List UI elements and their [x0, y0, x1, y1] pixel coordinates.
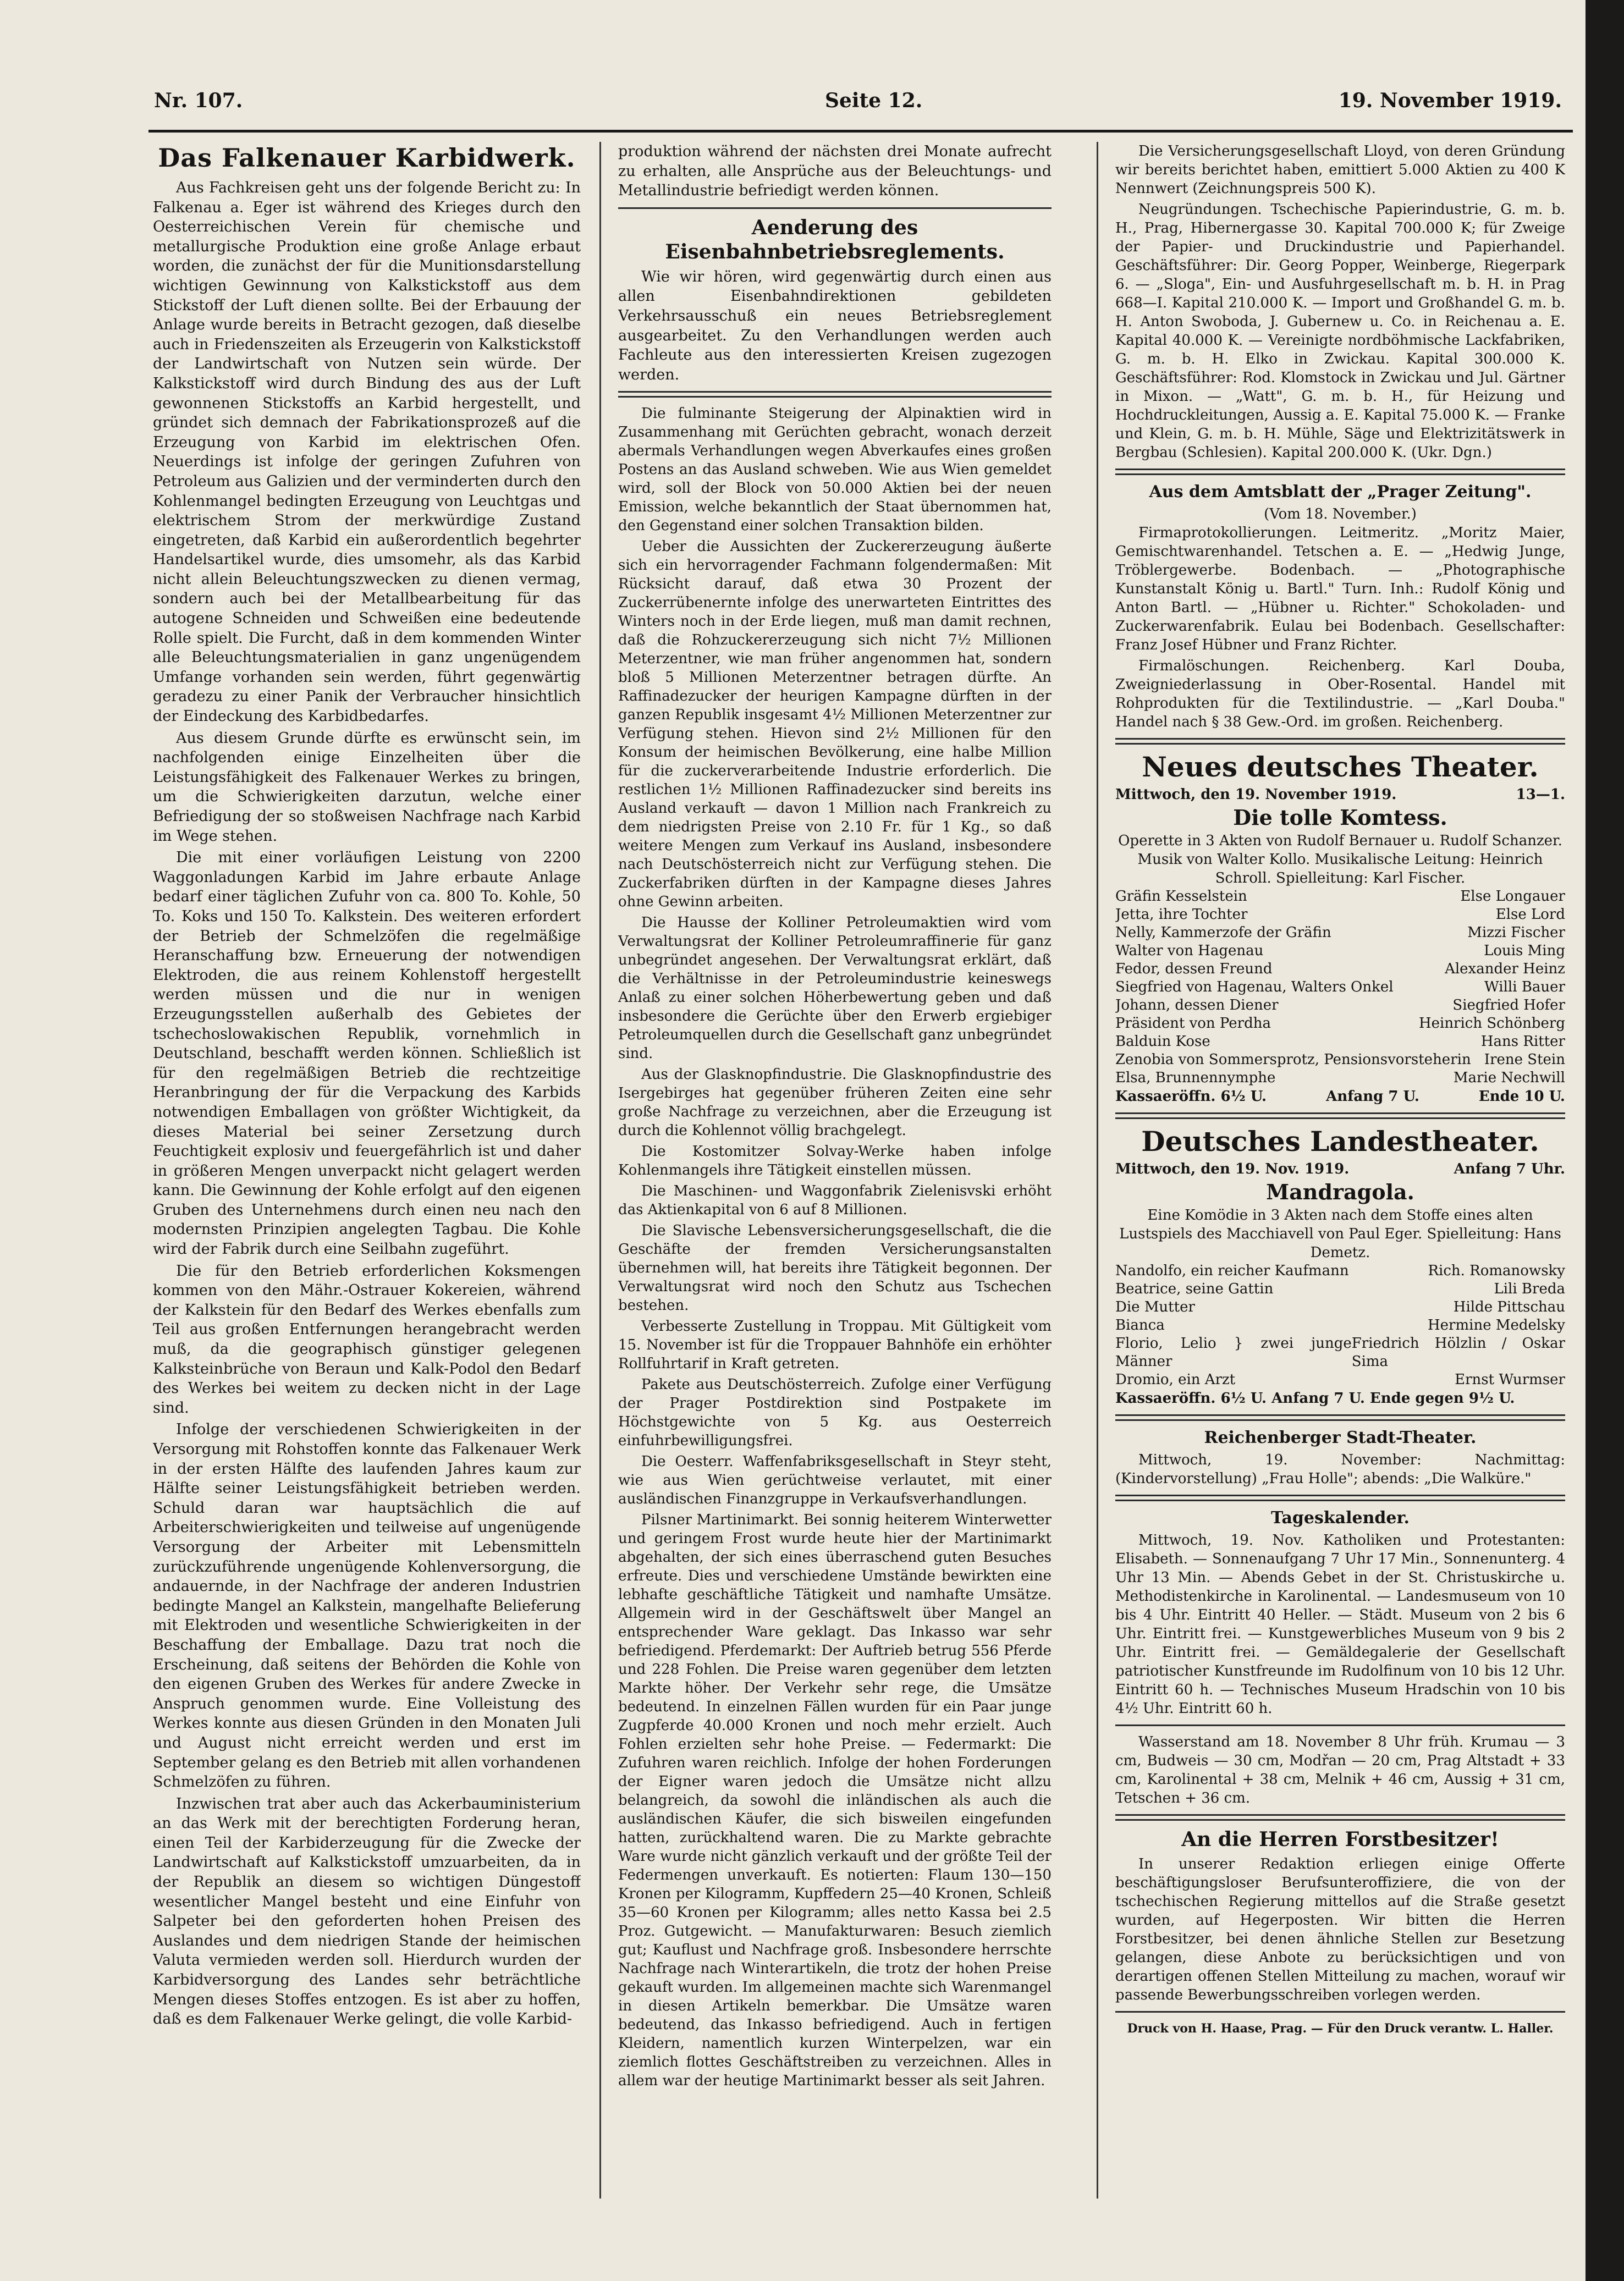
role: Präsident von Perdha	[1115, 1015, 1271, 1032]
theatre-number: 13—1.	[1516, 786, 1565, 803]
divider	[1115, 738, 1565, 745]
role: Johann, dessen Diener	[1115, 997, 1279, 1013]
cast-row	[1115, 1051, 1565, 1069]
theatre-date: Mittwoch, den 19. November 1919.	[1115, 786, 1397, 803]
article-title: Aenderung des Eisenbahnbetriebsreglements.	[665, 216, 1005, 263]
actor: Mizzi Fischer	[1467, 924, 1565, 941]
theatre-times: Kassaeröffn. 6½ U. Anfang 7 U. Ende gegen 9½ U.	[1115, 1390, 1515, 1407]
role: Siegfried von Hagenau, Walters Onkel	[1115, 979, 1394, 995]
cast-row	[1115, 888, 1565, 906]
theatre-program: Mittwoch, 19. November: Nachmittag: (Kindervorstellung) „Frau Holle"; abends: „Die Walküre."	[1115, 1452, 1565, 1487]
actor: Marie Nechwill	[1453, 1070, 1565, 1086]
theatre-name: Neues deutsches Theater.	[1142, 751, 1539, 783]
cast-row	[1115, 1069, 1565, 1087]
play-description: Operette in 3 Akten von Rudolf Bernauer u. Rudolf Schanzer. Musik von Walter Kollo. Musikalische Leitung: Heinrich Schroll. Spielleitung: Karl Fischer.	[1118, 833, 1562, 886]
start-time: Anfang 7 U.	[1326, 1088, 1419, 1105]
end-time: Ende 10 U.	[1478, 1088, 1565, 1105]
issue-number: Nr. 107.	[154, 89, 243, 112]
page-edge	[1586, 0, 1624, 2281]
article-paragraph: Die für den Betrieb erforderlichen Koksmengen kommen von den Mähr.-Ostrauer Kokereien, während der Kalkstein für den Bedarf des Werkes ebenfalls zum Teil aus großen Entfernungen herangebracht werden muß, da die geographisch günstiger gelegenen Kalksteinbrüche von Beraun und Kalk-Podol den Bedarf des Werkes bei weitem zu decken nicht in der Lage sind.	[153, 1262, 581, 1417]
cast-row	[1115, 1316, 1565, 1335]
news-item: Firmalöschungen. Reichenberg. Karl Douba, Zweigniederlassung in Ober-Rosental. Handel mit Rohprodukten für die Textilindustrie. — „Karl Douba." Handel nach § 38 Gew.-Ord. im großen. Reichenberg.	[1115, 658, 1565, 730]
cast-row	[1115, 1280, 1565, 1298]
cast-row	[1115, 960, 1565, 978]
role: Elsa, Brunnennymphe	[1115, 1070, 1276, 1086]
notice-title: An die Herren Forstbesitzer!	[1181, 1828, 1499, 1851]
theatre-date: Mittwoch, den 19. Nov. 1919.	[1115, 1161, 1350, 1177]
article-continuation: produktion während der nächsten drei Monate aufrecht zu erhalten, alle Ansprüche aus der Beleuchtungs- und Metallindustrie befriedigt werden können.	[618, 143, 1052, 200]
theatre-name: Deutsches Landestheater.	[1141, 1125, 1539, 1158]
theatre-name: Reichenberger Stadt-Theater.	[1204, 1428, 1477, 1447]
news-item: Die Maschinen- und Waggonfabrik Zielenisvski erhöht das Aktienkapital von 6 auf 8 Millionen.	[618, 1183, 1052, 1219]
column-divider	[599, 142, 601, 2199]
cast-list	[1115, 888, 1565, 1087]
divider	[618, 207, 1052, 209]
role: Bianca	[1115, 1317, 1165, 1334]
page-header	[154, 82, 1562, 121]
news-item: Pakete aus Deutschösterreich. Zufolge einer Verfügung der Prager Postdirektion sind Postpakete im Höchstgewichte von 5 Kg. aus Oesterreich einfuhrbewilligungsfrei.	[618, 1376, 1052, 1450]
divider	[1115, 469, 1565, 475]
actor: Hilde Pittschau	[1453, 1299, 1565, 1315]
actor: Else Longauer	[1460, 888, 1565, 905]
cast-list	[1115, 1262, 1565, 1389]
divider	[1115, 2011, 1565, 2013]
news-item: Aus der Glasknopfindustrie. Die Glasknopfindustrie des Isergebirges hat gegenüber früheren Zeiten eine sehr große Nachfrage zu verzeichnen, aber die Erzeugung ist durch die Kohlennot völlig brachgelegt.	[618, 1066, 1052, 1139]
role: Nandolfo, ein reicher Kaufmann	[1115, 1263, 1349, 1279]
divider	[1115, 1414, 1565, 1421]
news-item: Die Hausse der Kolliner Petroleumaktien wird vom Verwaltungsrat der Kolliner Petroleumraffinerie für ganz unbegründet angesehen. Der Verwaltungsrat erklärt, daß die Verhältnisse in der Petroleumindustrie keineswegs Anlaß zu einer solchen Höherbewertung geben und daß insbesondere die Gerüchte über den Erwerb ergiebiger Petroleumquellen durch die Gesellschaft ganz unbegründet sind.	[618, 914, 1052, 1062]
actor: Lili Breda	[1494, 1281, 1565, 1297]
news-item: Die fulminante Steigerung der Alpinaktien wird in Zusammenhang mit Gerüchten gebracht, wonach derzeit abermals Verhandlungen wegen Abverkaufes eines großen Postens an das Ausland schweben. Wie aus Wien gemeldet wird, soll der Block von 50.000 Aktien bei der neuen Emission, welche bekanntlich der Staat übernommen hat, den Gegenstand einer solchen Transaktion bilden.	[618, 405, 1052, 535]
box-office-time: Kassaeröffn. 6½ U.	[1115, 1088, 1267, 1105]
article-paragraph: Wie wir hören, wird gegenwärtig durch einen aus allen Eisenbahndirektionen gebildeten Verkehrsausschuß ein neues Betriebsreglement ausgearbeitet. Zu den Verhandlungen werden auch Fachleute aus den interessierten Kreisen zugezogen werden.	[618, 268, 1052, 383]
column-2	[618, 142, 1052, 2210]
role: Gräfin Kesselstein	[1115, 888, 1247, 905]
actor: Else Lord	[1495, 906, 1565, 923]
divider	[1115, 1814, 1565, 1821]
cast-row	[1115, 996, 1565, 1015]
actor: Hans Ritter	[1480, 1033, 1565, 1050]
section-date: (Vom 18. November.)	[1264, 506, 1417, 522]
actor: Heinrich Schönberg	[1418, 1015, 1565, 1032]
news-item: Die Oesterr. Waffenfabriksgesellschaft in Steyr steht, wie aus Wien gerüchtweise verlautet, mit einer ausländischen Finanzgruppe in Verkaufsverhandlungen.	[618, 1453, 1052, 1508]
news-item: Ueber die Aussichten der Zuckererzeugung äußerte sich ein hervorragender Fachmann folgendermaßen: Mit Rücksicht darauf, daß etwa 30 Prozent der Zuckerrübenernte infolge des unerwarteten Eintrittes des Winters noch in der Erde liegen, muß man damit rechnen, daß die Rohzuckererzeugung sich nicht 7½ Millionen Meterzentner, wie man früher angenommen hat, sondern bloß 5 Millionen Meterzentner betragen dürfte. An Raffinadezucker der heurigen Kampagne dürften in der ganzen Republik insgesamt 4½ Millionen Meterzentner zur Verfügung stehen. Hievon sind 2½ Millionen für den Konsum der heimischen Bevölkerung, eine halbe Million für die zuckerverarbeitende Industrie erforderlich. Die restlichen 1½ Millionen Raffinadezucker sind bereits ins Ausland verkauft — davon 1 Million nach Frankreich zu dem niedrigsten Preise von 2.10 Fr. für 1 Kg., so daß weitere Mengen zum Verkauf ins Ausland, insbesondere nach Deutschösterreich nicht zur Verfügung stehen. Die Zuckerfabriken dürften in der Kampagne dieses Jahres ohne Gewinn arbeiten.	[618, 538, 1052, 911]
news-item: Firmaprotokollierungen. Leitmeritz. „Moritz Maier, Gemischtwarenhandel. Tetschen a. E. — „Hedwig Junge, Tröblergewerbe. Bodenbach. — „Photographische Kunstanstalt König u. Bartl." Turn. Inh.: Rudolf König und Anton Bartl. — „Hübner u. Richter." Schokoladen- und Zuckerwarenfabrik. Eulau bei Bodenbach. Gesellschafter: Franz Josef Hübner und Franz Richter.	[1115, 525, 1565, 653]
article-paragraph: Infolge der verschiedenen Schwierigkeiten in der Versorgung mit Rohstoffen konnte das Falkenauer Werk in der ersten Hälfte des laufenden Jahres kaum zur Hälfte seiner Leistungsfähigkeit betrieben werden. Schuld daran war hauptsächlich die auf Arbeiterschwierigkeiten und teilweise auf ungenügende Versorgung der Arbeiter mit Lebensmitteln zurückzuführende ungenügende Kohlenversorgung, die andauernde, in der Nachfrage der anderen Industrien bedingte Mangel an Kalkstein, mangelhafte Belieferung mit Elektroden und wesentliche Schwierigkeiten in der Beschaffung der Emballage. Dazu trat noch die Erscheinung, daß seitens der Behörden die Kohle von den eigenen Gruben des Werkes für andere Zwecke in Anspruch genommen wurde. Eine Volleistung des Werkes konnte aus diesen Gründen in den Monaten Juli und August nicht erreicht werden und erst im September gelang es den Betrieb mit allen vorhandenen Schmelzöfen zu führen.	[153, 1421, 581, 1791]
role: Jetta, ihre Tochter	[1115, 906, 1248, 923]
cast-row	[1115, 978, 1565, 996]
news-item: Neugründungen. Tschechische Papierindustrie, G. m. b. H., Prag, Hibernergasse 30. Kapital 700.000 K; für Zweige der Papier- und Druckindustrie und Papierhandel. Geschäftsführer: Dir. Georg Popper, Weinberge, Riegerpark 6. — „Sloga", Ein- und Ausfuhrgesellschaft m. b. H. in Prag 668—I. Kapital 210.000 K. — Import und Großhandel G. m. b. H. Anton Swoboda, J. Gubernew u. Co. in Reichenau a. E. Kapital 40.000 K. — Vereinigte nordböhmische Lackfabriken, G. m. b. H. Elko in Zwickau. Kapital 300.000 K. Geschäftsführer: Rod. Klomstock in Zwickau und Jul. Gärtner in Mixon. — „Watt", G. m. b. H., für Heizung und Hochdruckleitungen, Aussig a. E. Kapital 75.000 K. — Franke und Klein, G. m. b. H. Mühle, Säge und Elektrizitätswerk in Bergbau (Schlesien). Kapital 200.000 K. (Ukr. Dgn.)	[1115, 201, 1565, 461]
notice-text: In unserer Redaktion erliegen einige Offerte beschäftigungsloser Berufsunteroffiziere, die von der tschechischen Regierung mittellos auf die Straße gesetzt wurden, auf Hegerposten. Wir bitten die Herren Forstbesitzer, bei denen ähnliche Stellen zur Besetzung gelangen, diese Anbote zu berücksichtigen und von derartigen offenen Stellen Mitteilung zu machen, worauf wir passende Bewerbungsschreiben vorlegen werden.	[1115, 1856, 1565, 2003]
article-paragraph: Die mit einer vorläufigen Leistung von 2200 Waggonladungen Karbid im Jahre erbaute Anlage bedarf einer täglichen Zufuhr von ca. 800 To. Kohle, 50 To. Koks und 150 To. Kalkstein. Des weiteren erfordert der Betrieb der Schmelzöfen die regelmäßige Heranschaffung bzw. Erneuerung der notwendigen Elektroden, die aus reinem Kohlenstoff hergestellt werden müssen und die nur in wenigen Erzeugungsstellen außerhalb des Gebietes der tschechoslowakischen Republik, vornehmlich in Deutschland, beschafft werden können. Schließlich ist für den regelmäßigen Betrieb die rechtzeitige Heranbringung der für die Verpackung des Karbids notwendigen Emballagen von größter Wichtigkeit, da dieses Material bei seiner Zersetzung durch Feuchtigkeit explosiv und feuergefährlich ist und daher in größeren Mengen unverpackt nicht gelagert werden kann. Die Gewinnung der Kohle erfolgt auf den eigenen Gruben des Unternehmens durch einen neu nach den modernsten Prinzipien angelegten Tagbau. Die Kohle wird der Fabrik durch eine Seilbahn zugeführt.	[153, 849, 581, 1258]
cast-row	[1115, 1262, 1565, 1280]
water-level-text: Wasserstand am 18. November 8 Uhr früh. Krumau — 3 cm, Budweis — 30 cm, Modřan — 20 cm, Prag Altstadt + 33 cm, Karolinental + 38 cm, Melnik + 46 cm, Aussig + 31 cm, Tetschen + 36 cm.	[1115, 1734, 1565, 1806]
issue-date: 19. November 1919.	[1338, 89, 1562, 112]
actor: Friedrich Hölzlin / Oskar Sima	[1351, 1335, 1565, 1370]
article-paragraph: Aus Fachkreisen geht uns der folgende Bericht zu: In Falkenau a. Eger ist während des Krieges durch den Oesterreichischen Verein für chemische und metallurgische Produktion eine große Anlage erbaut worden, die zunächst der für die Munitionsdarstellung wichtigen Gewinnung von Kalkstickstoff aus dem Stickstoff der Luft dienen sollte. Bei der Erbauung der Anlage wurde bereits in Betracht gezogen, daß dieselbe auch in Friedenszeiten als Erzeugerin von Kalkstickstoff der Landwirtschaft von Nutzen sein würde. Der Kalkstickstoff wird durch Bindung des aus der Luft gewonnenen Stickstoffs an Karbid hergestellt, und gründet sich demnach der Fabrikationsprozeß auf die Erzeugung von Karbid im elektrischen Ofen. Neuerdings ist infolge der geringen Zufuhren von Petroleum aus Galizien und der verminderten durch den Kohlenmangel bedingten Erzeugung von Leuchtgas und elektrischem Strom der merkwürdige Zustand eingetreten, daß Karbid ein außerordentlich begehrter Handelsartikel wurde, dies umsomehr, als das Karbid nicht allein Beleuchtungszwecken zu dienen vermag, sondern auch bei der Metallbearbeitung für das autogene Schneiden und Schweißen eine bedeutende Rolle spielt. Die Furcht, daß in dem kommenden Winter alle Beleuchtungsmaterialien in ganz ungenügendem Umfange vorhanden sein werden, führt gegenwärtig geradezu zu einer Panik der Verbraucher hinsichtlich der Eindeckung des Karbidbedarfes.	[153, 179, 581, 725]
column-divider	[1097, 142, 1098, 2199]
news-item: Die Kostomitzer Solvay-Werke haben infolge Kohlenmangels ihre Tätigkeit einstellen müssen.	[618, 1143, 1052, 1179]
start-time: Anfang 7 Uhr.	[1454, 1161, 1565, 1177]
role: Dromio, ein Arzt	[1115, 1371, 1236, 1388]
role: Fedor, dessen Freund	[1115, 961, 1273, 977]
cast-row	[1115, 1015, 1565, 1033]
actor: Willi Bauer	[1484, 979, 1565, 995]
role: Florio, Lelio } zwei junge Männer	[1115, 1335, 1352, 1370]
role: Nelly, Kammerzofe der Gräfin	[1115, 924, 1331, 941]
cast-row	[1115, 942, 1565, 960]
news-item: Verbesserte Zustellung in Troppau. Mit Gültigkeit vom 15. November ist für die Troppauer Bahnhöfe ein erhöhter Rollfuhrtarif in Kraft getreten.	[618, 1318, 1052, 1373]
page-number: Seite 12.	[825, 89, 923, 112]
play-title: Mandragola.	[1266, 1180, 1414, 1204]
theatre-date-line	[1115, 1160, 1565, 1178]
theatre-date-line	[1115, 785, 1565, 804]
actor: Louis Ming	[1484, 943, 1565, 959]
actor: Hermine Medelsky	[1428, 1317, 1565, 1334]
divider	[1115, 1112, 1565, 1119]
imprint: Druck von H. Haase, Prag. — Für den Druck verantw. L. Haller.	[1127, 2021, 1554, 2036]
news-item: Die Versicherungsgesellschaft Lloyd, von deren Gründung wir bereits berichtet haben, emittiert 5.000 Aktien zu 400 K Nennwert (Zeichnungspreis 500 K).	[1115, 143, 1565, 197]
header-rule	[148, 130, 1573, 133]
cast-row	[1115, 1335, 1565, 1371]
theatre-times	[1115, 1087, 1565, 1106]
news-item: Die Slavische Lebensversicherungsgesellschaft, die die Geschäfte der fremden Versicherungsanstalten übernehmen will, hat bereits ihre Tätigkeit begonnen. Der Verwaltungsrat wird noch den Schutz aus Tschechen bestehen.	[618, 1222, 1052, 1314]
divider	[1115, 1495, 1565, 1501]
cast-row	[1115, 906, 1565, 924]
calendar-text: Mittwoch, 19. Nov. Katholiken und Protestanten: Elisabeth. — Sonnenaufgang 7 Uhr 17 Min., Sonnenunterg. 4 Uhr 13 Min. — Abends Gebet in der St. Christuskirche u. Methodistenkirche in Karolinental. — Landesmuseum von 10 bis 4 Uhr. Eintritt 40 Heller. — Städt. Museum von 2 bis 6 Uhr. Eintritt frei. — Kunstgewerbliches Museum von 9 bis 2 Uhr. Eintritt frei. — Gemäldegalerie der Gesellschaft patriotischer Kunstfreunde im Rudolfinum von 10 bis 12 Uhr. Eintritt 60 h. — Technisches Museum Hradschin von 10 bis 4½ Uhr. Eintritt 60 h.	[1115, 1532, 1565, 1717]
actor: Rich. Romanowsky	[1428, 1263, 1565, 1279]
divider	[1115, 1724, 1565, 1726]
article-title: Das Falkenauer Karbidwerk.	[158, 143, 576, 173]
role: Beatrice, seine Gattin	[1115, 1281, 1274, 1297]
section-title: Aus dem Amtsblatt der „Prager Zeitung".	[1149, 482, 1532, 502]
article-paragraph: Aus diesem Grunde dürfte es erwünscht sein, im nachfolgenden einige Einzelheiten über die Leistungsfähigkeit des Falkenauer Werkes zu bringen, um die Schwierigkeiten darzutun, welche einer Befriedigung der so stoßweisen Nachfrage nach Karbid im Wege stehen.	[153, 729, 581, 845]
article-paragraph: Inzwischen trat aber auch das Ackerbauministerium an das Werk mit der berechtigten Forderung heran, einen Teil der Karbiderzeugung für die Zwecke der Landwirtschaft auf Kalkstickstoff umzuarbeiten, da in der Republik an diesem so wichtigen Düngestoff wesentlicher Mangel besteht und eine Einfuhr von Salpeter bei den geforderten hohen Preisen des Auslandes und dem niedrigen Stande der heimischen Valuta vermieden werden soll. Hierdurch wurden der Karbidversorgung des Landes sehr beträchtliche Mengen dieses Stoffes entzogen. Es ist aber zu hoffen, daß es dem Falkenauer Werke gelingt, die volle Karbid-	[153, 1795, 581, 2028]
cast-row	[1115, 1033, 1565, 1051]
column-1	[153, 142, 581, 2210]
actor: Ernst Wurmser	[1455, 1371, 1565, 1388]
role: Balduin Kose	[1115, 1033, 1210, 1050]
play-title: Die tolle Komtess.	[1233, 805, 1447, 830]
section-title: Tageskalender.	[1271, 1508, 1410, 1528]
news-item: Pilsner Martinimarkt. Bei sonnig heiterem Winterwetter und geringem Frost wurde heute hier der Martinimarkt abgehalten, der sich eines überraschend guten Besuches erfreute. Dies und verschiedene Umstände bewirkten eine lebhafte geschäftliche Tätigkeit und namhafte Umsätze. Allgemein wird in der Geschäftswelt über Mangel an entsprechender Ware geklagt. Das Inkasso war sehr befriedigend. Pferdemarkt: Der Auftrieb betrug 556 Pferde und 228 Fohlen. Die Preise waren gegenüber dem letzten Markte höher. Der Verkehr sehr rege, die Umsätze bedeutend. In einzelnen Fällen wurden für ein Paar junge Zugpferde 40.000 Kronen und noch mehr erzielt. Auch Fohlen erzielten sehr hohe Preise. — Federmarkt: Die Zufuhren waren reichlich. Infolge der hohen Forderungen der Eigner waren jedoch die Umsätze nicht allzu belangreich, da sowohl die inländischen als auch die ausländischen Käufer, die sich bisweilen eingefunden hatten, zurückhaltend waren. Die zu Markte gebrachte Ware wurde nicht gänzlich verkauft und der größte Teil der Federmengen unverkauft. Es notierten: Flaum 130—150 Kronen per Kilogramm, Kupffedern 25—40 Kronen, Schleiß 35—60 Kronen per Kilogramm; alles netto Kassa bei 2.5 Proz. Gutgewicht. — Manufakturwaren: Besuch ziemlich gut; Kauflust und Nachfrage groß. Insbesondere herrschte Nachfrage nach Winterartikeln, die trotz der hohen Preise gekauft wurden. Im allgemeinen machte sich Warenmangel in diesen Artikeln bemerkbar. Die Umsätze waren bedeutend, das Inkasso befriedigend. Auch in fertigen Kleidern, namentlich kurzen Winterpelzen, war ein ziemlich flottes Geschäftstreiben zu verzeichnen. Alles in allem war der heutige Martinimarkt besser als seit Jahren.	[618, 1512, 1052, 2090]
actor: Irene Stein	[1484, 1051, 1565, 1068]
role: Zenobia von Sommersprotz, Pensionsvorsteherin	[1115, 1051, 1471, 1068]
cast-row	[1115, 1298, 1565, 1316]
play-description: Eine Komödie in 3 Akten nach dem Stoffe eines alten Lustspiels des Macchiavell von Paul Eger. Spielleitung: Hans Demetz.	[1119, 1207, 1561, 1261]
column-3	[1115, 142, 1565, 2210]
actor: Alexander Heinz	[1445, 961, 1565, 977]
actor: Siegfried Hofer	[1452, 997, 1565, 1013]
role: Die Mutter	[1115, 1299, 1195, 1315]
divider	[618, 391, 1052, 398]
role: Walter von Hagenau	[1115, 943, 1264, 959]
cast-row	[1115, 1371, 1565, 1389]
cast-row	[1115, 924, 1565, 942]
